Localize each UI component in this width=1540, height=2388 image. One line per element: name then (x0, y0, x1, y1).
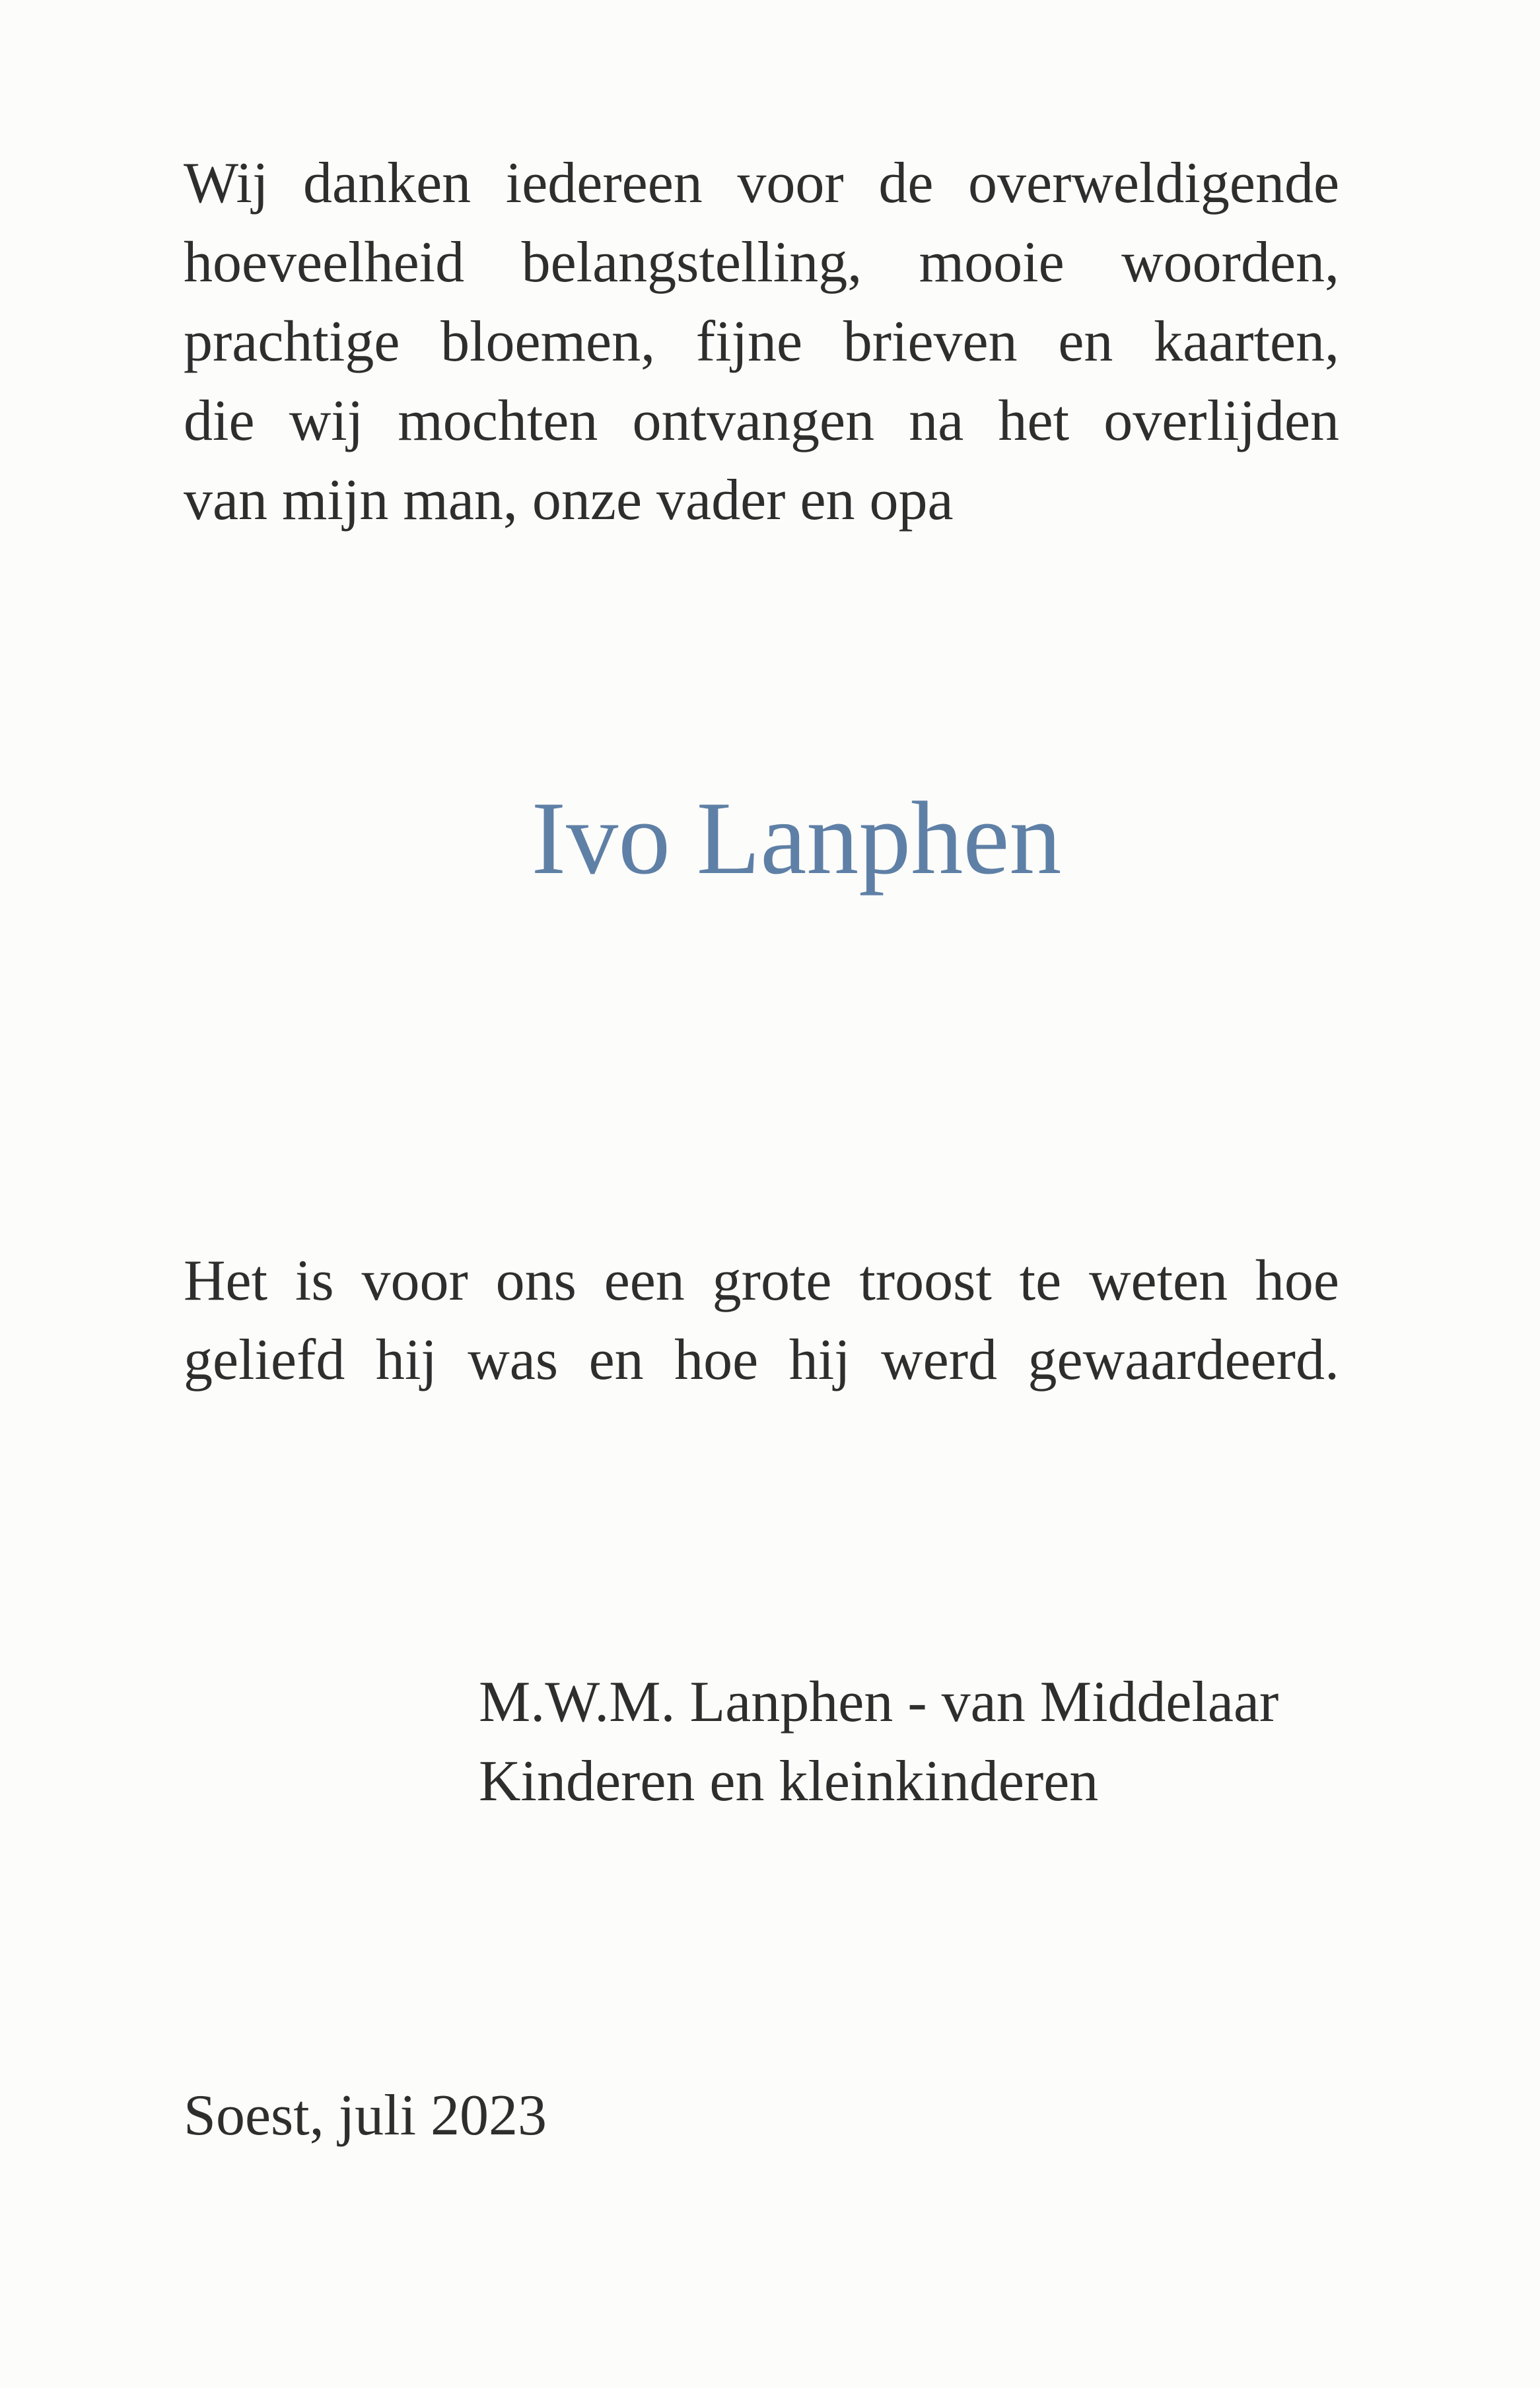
comfort-line: Het is voor ons een grote troost te weten hoe (184, 1249, 1339, 1313)
comfort-line: geliefd hij was en hoe hij werd gewaardeerd. (184, 1328, 1339, 1392)
signature-block (479, 1663, 1341, 1821)
signature-line: Kinderen en kleinkinderen (479, 1749, 1099, 1813)
intro-line: Wij danken iedereen voor de overweldigende (184, 151, 1339, 215)
comfort-paragraph (184, 1242, 1339, 1400)
signature-line: M.W.M. Lanphen - van Middelaar (479, 1670, 1279, 1734)
deceased-name: Ivo Lanphen (531, 781, 1062, 896)
intro-line: prachtige bloemen, fijne brieven en kaarten, (184, 310, 1339, 374)
intro-line: die wij mochten ontvangen na het overlijden (184, 389, 1339, 453)
place-date: Soest, juli 2023 (184, 2084, 547, 2148)
intro-line: hoeveelheid belangstelling, mooie woorden, (184, 230, 1339, 295)
intro-paragraph (184, 144, 1339, 540)
intro-line: van mijn man, onze vader en opa (184, 468, 954, 532)
